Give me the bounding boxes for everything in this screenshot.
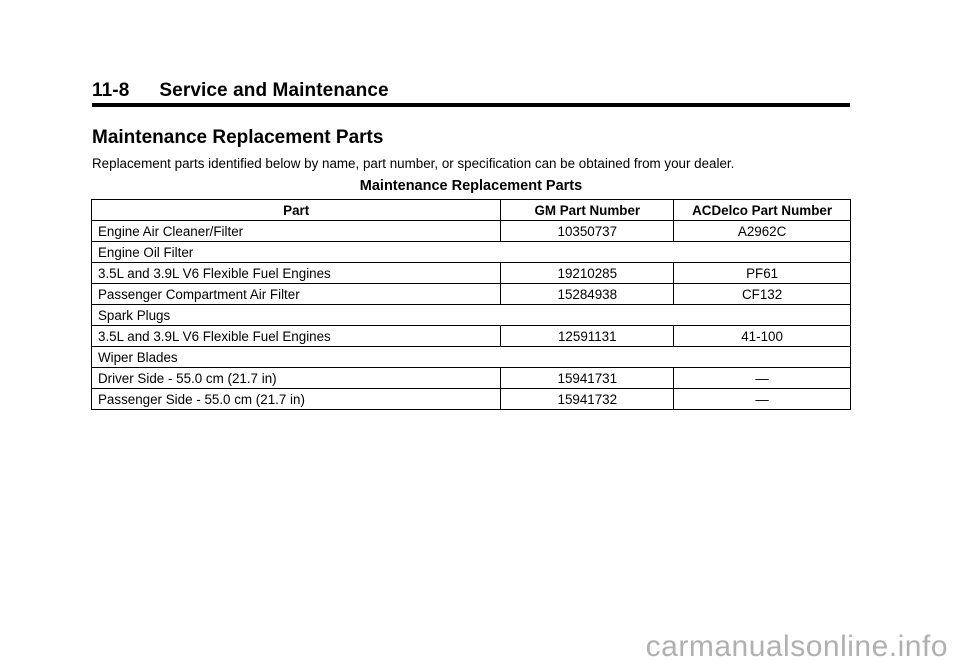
part-name: Driver Side - 55.0 cm (21.7 in): [92, 368, 501, 389]
part-group-name: Wiper Blades: [92, 347, 851, 368]
table-row: [92, 263, 851, 284]
section-title: Maintenance Replacement Parts: [92, 127, 384, 148]
table-row: [92, 368, 851, 389]
watermark: carmanualsonline.info: [645, 630, 948, 663]
page-header: [92, 80, 389, 102]
part-name: 3.5L and 3.9L V6 Flexible Fuel Engines: [92, 263, 501, 284]
acdelco-part-number: A2962C: [674, 221, 851, 242]
table-row: [92, 221, 851, 242]
acdelco-part-number: —: [674, 389, 851, 410]
table-group-row: [92, 242, 851, 263]
table-row: [92, 389, 851, 410]
part-group-name: Engine Oil Filter: [92, 242, 851, 263]
gm-part-number: 19210285: [501, 263, 674, 284]
column-header-gm-part-number: GM Part Number: [501, 200, 674, 221]
table-group-row: [92, 305, 851, 326]
table-row: [92, 284, 851, 305]
parts-table: [91, 199, 851, 410]
gm-part-number: 10350737: [501, 221, 674, 242]
acdelco-part-number: —: [674, 368, 851, 389]
intro-text: Replacement parts identified below by name, part number, or specification can be obtained from your dealer.: [92, 156, 735, 171]
acdelco-part-number: PF61: [674, 263, 851, 284]
table-group-row: [92, 347, 851, 368]
column-header-part: Part: [92, 200, 501, 221]
table-header-row: [92, 200, 851, 221]
page-number: 11-8: [92, 80, 130, 101]
part-name: Passenger Compartment Air Filter: [92, 284, 501, 305]
part-name: 3.5L and 3.9L V6 Flexible Fuel Engines: [92, 326, 501, 347]
acdelco-part-number: CF132: [674, 284, 851, 305]
gm-part-number: 15284938: [501, 284, 674, 305]
gm-part-number: 15941732: [501, 389, 674, 410]
column-header-acdelco-part-number: ACDelco Part Number: [674, 200, 851, 221]
table-caption: Maintenance Replacement Parts: [359, 178, 583, 194]
header-divider: [92, 103, 850, 107]
part-name: Passenger Side - 55.0 cm (21.7 in): [92, 389, 501, 410]
section-name: Service and Maintenance: [159, 80, 389, 101]
gm-part-number: 15941731: [501, 368, 674, 389]
part-group-name: Spark Plugs: [92, 305, 851, 326]
gm-part-number: 12591131: [501, 326, 674, 347]
acdelco-part-number: 41-100: [674, 326, 851, 347]
table-row: [92, 326, 851, 347]
part-name: Engine Air Cleaner/Filter: [92, 221, 501, 242]
